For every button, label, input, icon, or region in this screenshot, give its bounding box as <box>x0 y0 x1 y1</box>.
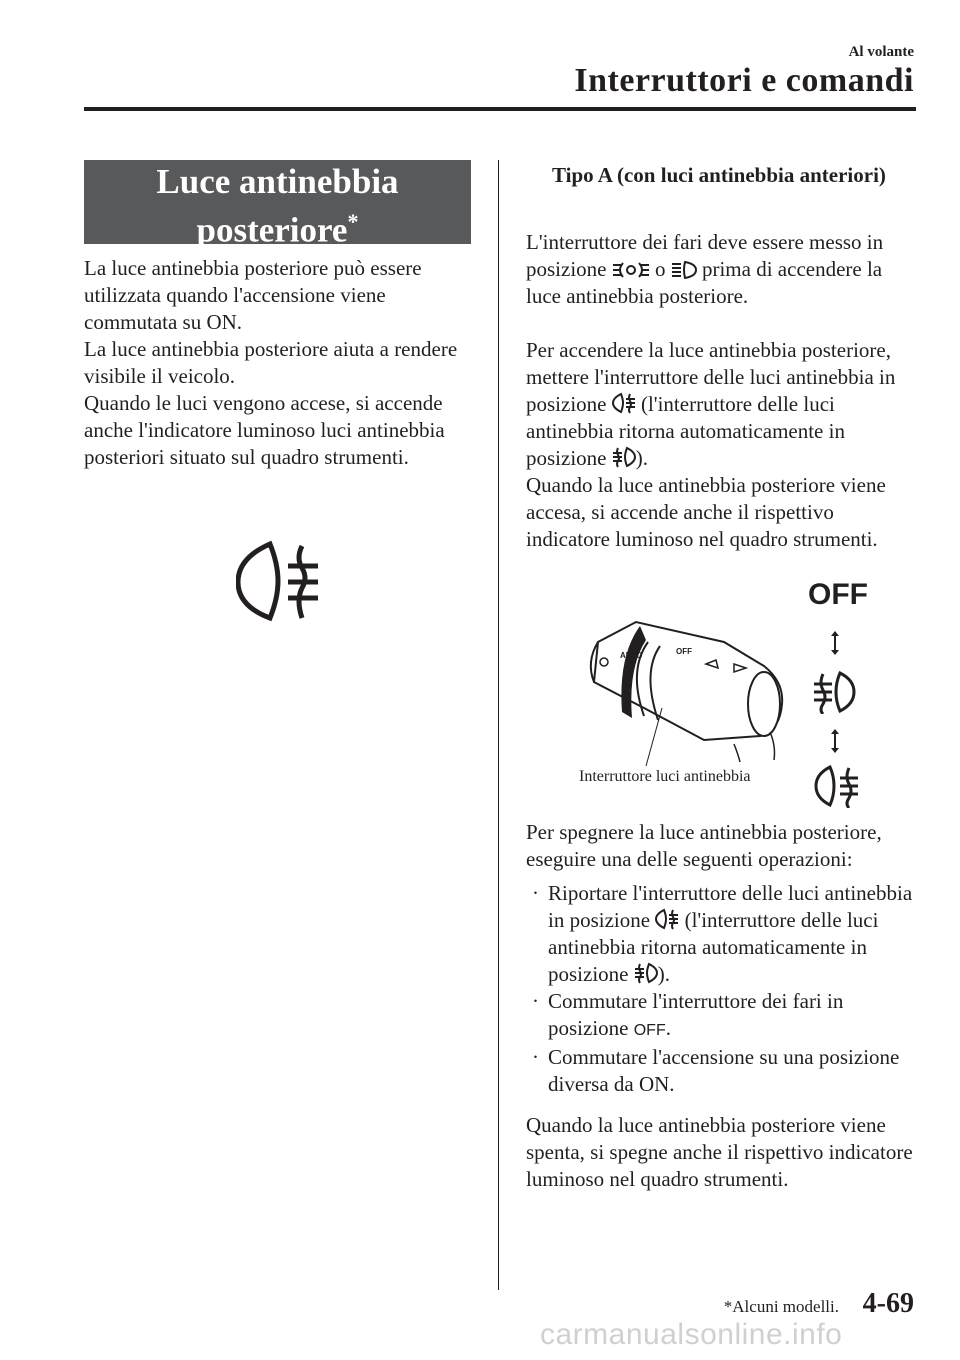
title-line-2: posteriore* <box>196 209 359 250</box>
subheading: Tipo A (con luci antinebbia anteriori) <box>552 163 886 187</box>
paragraph-indicator-off: Quando la luce antinebbia posteriore viene spenta, si spegne anche il rispettivo indicatore luminoso nel quadro strumenti. <box>526 1113 913 1191</box>
column-divider <box>498 160 499 1290</box>
rear-fog-light-icon <box>236 538 326 624</box>
rear-fog-light-icon <box>814 764 860 808</box>
page-number: 4-69 <box>862 1288 914 1319</box>
front-fog-light-icon <box>634 962 658 984</box>
paragraph-turn-on: Per accendere la luce antinebbia posteriore, mettere l'interruttore delle luci antinebbia in posizione (l'interruttore delle luci antinebbia ritorna automaticamente in posizione ). Quando la luce antinebbia posteriore viene accesa, si accende anche il rispettivo indicatore luminoso nel quadro strumenti. <box>526 338 896 551</box>
list-item: · Commutare l'accensione su una posizione diversa da ON. <box>532 1045 900 1096</box>
figure-caption: Interruttore luci antinebbia <box>579 768 751 785</box>
paragraph-headlight-position: L'interruttore dei fari deve essere messo in posizione o prima di accendere la luce antinebbia posteriore. <box>526 230 884 308</box>
headlight-icon <box>671 261 697 279</box>
chapter-title: Interruttori e comandi <box>574 62 914 99</box>
rear-fog-light-icon <box>655 908 679 930</box>
front-fog-light-icon <box>612 446 636 468</box>
title-line-1: Luce antinebbia <box>156 162 399 201</box>
section-header: Al volante <box>848 44 914 60</box>
off-inline-label: OFF <box>633 1022 666 1039</box>
double-arrow-icon <box>826 630 844 656</box>
section-title-box <box>84 160 471 250</box>
list-item: · Riportare l'interruttore delle luci antinebbia in posizione (l'interruttore delle luci antinebbia ritorna automaticamente in posizione ). <box>532 881 913 986</box>
models-marker: * <box>347 209 359 234</box>
paragraph-turn-off: Per spegnere la luce antinebbia posteriore, eseguire una delle seguenti operazioni: <box>526 820 882 871</box>
list-item: · Commutare l'interruttore dei fari in posizione OFF. <box>532 989 844 1040</box>
rear-fog-light-icon <box>612 392 636 414</box>
fog-switch-illustration <box>584 612 794 762</box>
models-footnote: *Alcuni modelli. <box>723 1297 839 1316</box>
front-fog-light-icon <box>812 670 856 714</box>
auto-label: AUTO <box>620 651 643 660</box>
watermark: carmanualsonline.info <box>540 1318 843 1351</box>
turn-off-list <box>526 880 926 1098</box>
left-body-text: La luce antinebbia posteriore può essere utilizzata quando l'accensione viene commutata su ON. La luce antinebbia posteriore aiuta a rendere visibile il veicolo. Quando le luci vengono accese, si accende anche l'indicatore luminoso luci antinebbia posteriori situato sul quadro strumenti. <box>84 256 458 469</box>
caption-leader-line <box>644 706 664 768</box>
lever-off-label: OFF <box>676 647 692 656</box>
parking-light-icon <box>612 261 650 279</box>
header-rule <box>84 107 916 111</box>
off-position-label: OFF <box>808 578 868 611</box>
double-arrow-icon <box>826 728 844 754</box>
